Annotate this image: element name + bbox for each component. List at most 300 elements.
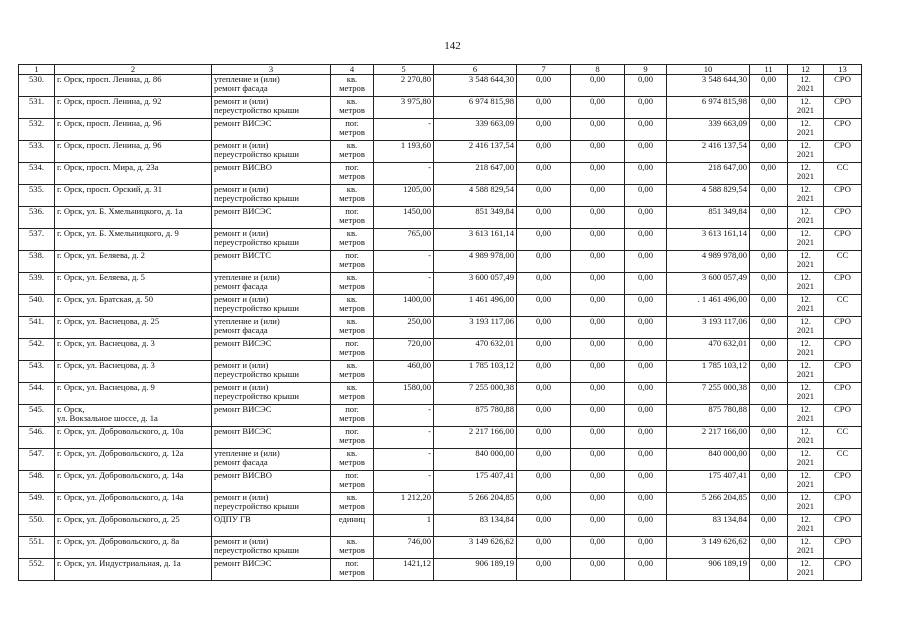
table-row [19,361,862,383]
col11-cell: 0,00 [750,251,788,273]
unit-cell-line: метров [339,347,365,358]
address-cell-line: г. Орск, просп. Мира, д. 23а [57,162,159,172]
method-cell: СРО [824,515,862,537]
method-cell: СРО [824,229,862,251]
address-cell-line: г. Орск, ул. Васнецова, д. 9 [57,382,155,392]
table-body [19,75,862,581]
work-type-cell [212,383,331,405]
col9-cell: 0,00 [625,251,667,273]
method-cell: СС [824,449,862,471]
col9-cell: 0,00 [625,207,667,229]
col7-cell: 0,00 [517,449,571,471]
work-type-cell-line: ремонт ВИСВО [214,470,272,480]
column-header-3: 3 [212,65,331,75]
volume-cell: 3 975,80 [374,97,434,119]
col10-cell: 339 663,09 [667,119,750,141]
col10-cell: 4 989 978,00 [667,251,750,273]
col10-cell: 840 000,00 [667,449,750,471]
deadline-cell [788,273,824,295]
col7-cell: 0,00 [517,383,571,405]
col8-cell: 0,00 [571,229,625,251]
address-cell-line: г. Орск, ул. Добровольского, д. 8а [57,536,180,546]
row-number: 534. [19,163,55,185]
method-cell: СС [824,427,862,449]
deadline-cell [788,383,824,405]
unit-cell-line: метров [339,237,365,248]
work-type-cell [212,449,331,471]
col10-cell: 851 349,84 [667,207,750,229]
col10-cell: 3 548 644,30 [667,75,750,97]
work-type-cell-line: ремонт и (или) [214,96,269,106]
work-type-cell-line: переустройство крыши [214,149,299,160]
table-row [19,251,862,273]
deadline-cell [788,471,824,493]
column-header-5: 5 [374,65,434,75]
deadline-cell-line: 12. [800,382,811,392]
table-row [19,493,862,515]
col7-cell: 0,00 [517,515,571,537]
col7-cell: 0,00 [517,471,571,493]
work-type-cell [212,559,331,581]
col9-cell: 0,00 [625,97,667,119]
table-row [19,449,862,471]
method-cell: СРО [824,405,862,427]
unit-cell [331,405,374,427]
volume-cell: - [374,471,434,493]
deadline-cell [788,295,824,317]
deadline-cell-line: 2021 [796,237,815,248]
table-row [19,141,862,163]
deadline-cell-line: 2021 [796,149,815,160]
unit-cell [331,273,374,295]
work-type-cell-line: ремонт ВИСЭС [214,558,272,568]
deadline-cell-line: 2021 [796,501,815,512]
col8-cell: 0,00 [571,75,625,97]
col11-cell: 0,00 [750,75,788,97]
col8-cell: 0,00 [571,339,625,361]
col10-cell: 2 416 137,54 [667,141,750,163]
col8-cell: 0,00 [571,515,625,537]
deadline-cell-line: 12. [800,404,811,414]
deadline-cell [788,427,824,449]
deadline-cell-line: 12. [800,360,811,370]
unit-cell-line: метров [339,105,365,116]
col11-cell: 0,00 [750,427,788,449]
deadline-cell-line: 2021 [796,281,815,292]
col8-cell: 0,00 [571,383,625,405]
col8-cell: 0,00 [571,119,625,141]
col10-cell: . 1 461 496,00 [667,295,750,317]
total-cost-cell: 3 613 161,14 [434,229,517,251]
address-cell [55,449,212,471]
volume-cell: 720,00 [374,339,434,361]
work-type-cell [212,471,331,493]
work-type-cell [212,251,331,273]
col8-cell: 0,00 [571,361,625,383]
unit-cell [331,207,374,229]
deadline-cell [788,75,824,97]
address-cell [55,273,212,295]
unit-cell-line: кв. [346,448,358,458]
deadline-cell-line: 12. [800,536,811,546]
work-type-cell-line: ремонт ВИСЭС [214,404,272,414]
col11-cell: 0,00 [750,559,788,581]
col7-cell: 0,00 [517,559,571,581]
col11-cell: 0,00 [750,537,788,559]
col8-cell: 0,00 [571,251,625,273]
col7-cell: 0,00 [517,163,571,185]
deadline-cell-line: 2021 [796,303,815,314]
col9-cell: 0,00 [625,537,667,559]
deadline-cell [788,141,824,163]
address-cell-line: г. Орск, ул. Беляева, д. 5 [57,272,145,282]
deadline-cell-line: 2021 [796,83,815,94]
work-type-cell-line: ремонт ВИСЭС [214,426,272,436]
volume-cell: - [374,449,434,471]
address-cell-line: г. Орск, ул. Б. Хмельницкого, д. 9 [57,228,179,238]
deadline-cell [788,207,824,229]
address-cell [55,295,212,317]
row-number: 540. [19,295,55,317]
unit-cell [331,515,374,537]
unit-cell-line: метров [339,435,365,446]
unit-cell [331,493,374,515]
deadline-cell [788,119,824,141]
address-cell [55,405,212,427]
row-number: 547. [19,449,55,471]
method-cell: СРО [824,141,862,163]
table-row [19,339,862,361]
work-type-cell-line: переустройство крыши [214,237,299,248]
address-cell-line: г. Орск, просп. Ленина, д. 92 [57,96,162,106]
deadline-cell-line: 2021 [796,545,815,556]
work-type-cell [212,207,331,229]
address-cell-line: г. Орск, ул. Добровольского, д. 12а [57,448,184,458]
col9-cell: 0,00 [625,141,667,163]
deadline-cell [788,251,824,273]
col11-cell: 0,00 [750,185,788,207]
unit-cell-line: кв. [346,96,358,106]
col11-cell: 0,00 [750,317,788,339]
volume-cell: 746,00 [374,537,434,559]
deadline-cell-line: 2021 [796,567,815,578]
total-cost-cell: 83 134,84 [434,515,517,537]
work-type-cell-line: утепление и (или) [214,448,280,458]
work-type-cell [212,141,331,163]
work-type-cell [212,339,331,361]
unit-cell-line: метров [339,479,365,490]
col8-cell: 0,00 [571,559,625,581]
row-number: 551. [19,537,55,559]
table-row [19,97,862,119]
work-type-cell-line: ремонт и (или) [214,294,269,304]
col7-cell: 0,00 [517,97,571,119]
deadline-cell-line: 2021 [796,479,815,490]
col10-cell: 83 134,84 [667,515,750,537]
method-cell: СРО [824,493,862,515]
volume-cell: - [374,405,434,427]
address-cell [55,515,212,537]
unit-cell-line: кв. [346,272,358,282]
unit-cell-line: кв. [346,228,358,238]
col7-cell: 0,00 [517,339,571,361]
unit-cell [331,537,374,559]
col9-cell: 0,00 [625,493,667,515]
table-row [19,559,862,581]
method-cell: СРО [824,97,862,119]
col8-cell: 0,00 [571,141,625,163]
col9-cell: 0,00 [625,185,667,207]
deadline-cell-line: 12. [800,448,811,458]
deadline-cell [788,449,824,471]
unit-cell-line: метров [339,303,365,314]
method-cell: СС [824,251,862,273]
col10-cell: 1 785 103,12 [667,361,750,383]
address-cell-line: г. Орск, ул. Добровольского, д. 14а [57,492,184,502]
unit-cell-line: пог. [345,426,359,436]
unit-cell [331,141,374,163]
work-type-cell [212,427,331,449]
col11-cell: 0,00 [750,449,788,471]
col9-cell: 0,00 [625,515,667,537]
total-cost-cell: 470 632,01 [434,339,517,361]
column-header-4: 4 [331,65,374,75]
address-cell [55,207,212,229]
col8-cell: 0,00 [571,449,625,471]
column-header-8: 8 [571,65,625,75]
col10-cell: 470 632,01 [667,339,750,361]
col7-cell: 0,00 [517,75,571,97]
col10-cell: 218 647,00 [667,163,750,185]
col7-cell: 0,00 [517,493,571,515]
method-cell: СРО [824,119,862,141]
deadline-cell-line: 12. [800,96,811,106]
col9-cell: 0,00 [625,163,667,185]
row-number: 539. [19,273,55,295]
col8-cell: 0,00 [571,471,625,493]
table-row [19,317,862,339]
total-cost-cell: 3 149 626,62 [434,537,517,559]
row-number: 536. [19,207,55,229]
row-number: 532. [19,119,55,141]
work-type-cell [212,515,331,537]
deadline-cell-line: 12. [800,470,811,480]
col10-cell: 3 600 057,49 [667,273,750,295]
work-type-cell [212,75,331,97]
work-type-cell-line: ремонт и (или) [214,228,269,238]
column-header-13: 13 [824,65,862,75]
col11-cell: 0,00 [750,229,788,251]
col8-cell: 0,00 [571,273,625,295]
method-cell: СС [824,163,862,185]
col10-cell: 3 149 626,62 [667,537,750,559]
address-cell [55,75,212,97]
volume-cell: - [374,163,434,185]
unit-cell-line: пог. [345,250,359,260]
work-type-cell [212,119,331,141]
program-table [18,64,862,581]
deadline-cell-line: 12. [800,206,811,216]
work-type-cell-line: утепление и (или) [214,316,280,326]
unit-cell [331,449,374,471]
deadline-cell [788,537,824,559]
deadline-cell-line: 2021 [796,193,815,204]
col10-cell: 3 193 117,06 [667,317,750,339]
address-cell [55,493,212,515]
volume-cell: - [374,427,434,449]
col11-cell: 0,00 [750,207,788,229]
unit-cell-line: пог. [345,206,359,216]
total-cost-cell: 3 193 117,06 [434,317,517,339]
unit-cell-line: метров [339,193,365,204]
column-header-10: 10 [667,65,750,75]
work-type-cell [212,163,331,185]
work-type-cell-line: переустройство крыши [214,545,299,556]
table-row [19,185,862,207]
total-cost-cell: 2 416 137,54 [434,141,517,163]
col7-cell: 0,00 [517,185,571,207]
address-cell [55,427,212,449]
column-header-6: 6 [434,65,517,75]
address-cell-line: г. Орск, ул. Индустриальная, д. 1а [57,558,181,568]
deadline-cell [788,339,824,361]
col11-cell: 0,00 [750,515,788,537]
work-type-cell-line: ремонт ВИСЭС [214,206,272,216]
method-cell: СРО [824,207,862,229]
col7-cell: 0,00 [517,361,571,383]
address-cell-line: г. Орск, ул. Братская, д. 50 [57,294,154,304]
col8-cell: 0,00 [571,317,625,339]
col11-cell: 0,00 [750,295,788,317]
unit-cell [331,295,374,317]
col10-cell: 5 266 204,85 [667,493,750,515]
deadline-cell-line: 12. [800,492,811,502]
address-cell-line: г. Орск, [57,404,85,414]
total-cost-cell: 4 989 978,00 [434,251,517,273]
col9-cell: 0,00 [625,427,667,449]
total-cost-cell: 906 189,19 [434,559,517,581]
col10-cell: 906 189,19 [667,559,750,581]
col11-cell: 0,00 [750,383,788,405]
table-row [19,295,862,317]
unit-cell-line: единиц [338,514,366,524]
work-type-cell-line: ремонт ВИСЭС [214,338,272,348]
volume-cell: - [374,119,434,141]
col10-cell: 7 255 000,38 [667,383,750,405]
volume-cell: 1400,00 [374,295,434,317]
col10-cell: 875 780,88 [667,405,750,427]
row-number: 552. [19,559,55,581]
col9-cell: 0,00 [625,317,667,339]
volume-cell: 765,00 [374,229,434,251]
col7-cell: 0,00 [517,295,571,317]
unit-cell-line: метров [339,325,365,336]
col11-cell: 0,00 [750,361,788,383]
work-type-cell [212,405,331,427]
row-number: 543. [19,361,55,383]
col10-cell: 3 613 161,14 [667,229,750,251]
row-number: 531. [19,97,55,119]
unit-cell-line: метров [339,259,365,270]
deadline-cell-line: 2021 [796,171,815,182]
deadline-cell [788,185,824,207]
column-header-9: 9 [625,65,667,75]
work-type-cell-line: переустройство крыши [214,193,299,204]
col8-cell: 0,00 [571,163,625,185]
deadline-cell-line: 12. [800,184,811,194]
total-cost-cell: 175 407,41 [434,471,517,493]
address-cell [55,537,212,559]
col11-cell: 0,00 [750,273,788,295]
address-cell-line: г. Орск, ул. Беляева, д. 2 [57,250,145,260]
table-row [19,471,862,493]
column-header-7: 7 [517,65,571,75]
total-cost-cell: 6 974 815,98 [434,97,517,119]
col8-cell: 0,00 [571,493,625,515]
work-type-cell [212,295,331,317]
col8-cell: 0,00 [571,97,625,119]
work-type-cell-line: ремонт ВИСЭС [214,118,272,128]
work-type-cell [212,229,331,251]
work-type-cell-line: ремонт ВИСВО [214,162,272,172]
unit-cell [331,119,374,141]
col9-cell: 0,00 [625,361,667,383]
unit-cell [331,339,374,361]
deadline-cell-line: 2021 [796,457,815,468]
unit-cell-line: метров [339,545,365,556]
deadline-cell [788,559,824,581]
work-type-cell [212,97,331,119]
address-cell-line: г. Орск, просп. Орский, д. 31 [57,184,163,194]
unit-cell-line: пог. [345,162,359,172]
deadline-cell-line: 2021 [796,127,815,138]
address-cell-line: г. Орск, ул. Добровольского, д. 14а [57,470,184,480]
address-cell [55,119,212,141]
total-cost-cell: 1 461 496,00 [434,295,517,317]
deadline-cell-line: 2021 [796,347,815,358]
address-cell [55,251,212,273]
work-type-cell-line: ремонт и (или) [214,382,269,392]
col7-cell: 0,00 [517,427,571,449]
address-cell-line: г. Орск, ул. Васнецова, д. 25 [57,316,160,326]
volume-cell: 250,00 [374,317,434,339]
col8-cell: 0,00 [571,207,625,229]
work-type-cell-line: переустройство крыши [214,105,299,116]
table-row [19,383,862,405]
work-type-cell-line: утепление и (или) [214,74,280,84]
column-header-12: 12 [788,65,824,75]
work-type-cell [212,537,331,559]
work-type-cell-line: ремонт фасада [214,457,268,468]
col11-cell: 0,00 [750,405,788,427]
address-cell [55,97,212,119]
col9-cell: 0,00 [625,75,667,97]
volume-cell: 1 [374,515,434,537]
unit-cell-line: кв. [346,74,358,84]
unit-cell-line: кв. [346,536,358,546]
volume-cell: 460,00 [374,361,434,383]
deadline-cell-line: 12. [800,162,811,172]
total-cost-cell: 7 255 000,38 [434,383,517,405]
work-type-cell-line: ремонт фасада [214,281,268,292]
row-number: 535. [19,185,55,207]
unit-cell [331,75,374,97]
total-cost-cell: 1 785 103,12 [434,361,517,383]
col11-cell: 0,00 [750,163,788,185]
deadline-cell-line: 12. [800,338,811,348]
col9-cell: 0,00 [625,405,667,427]
col10-cell: 175 407,41 [667,471,750,493]
